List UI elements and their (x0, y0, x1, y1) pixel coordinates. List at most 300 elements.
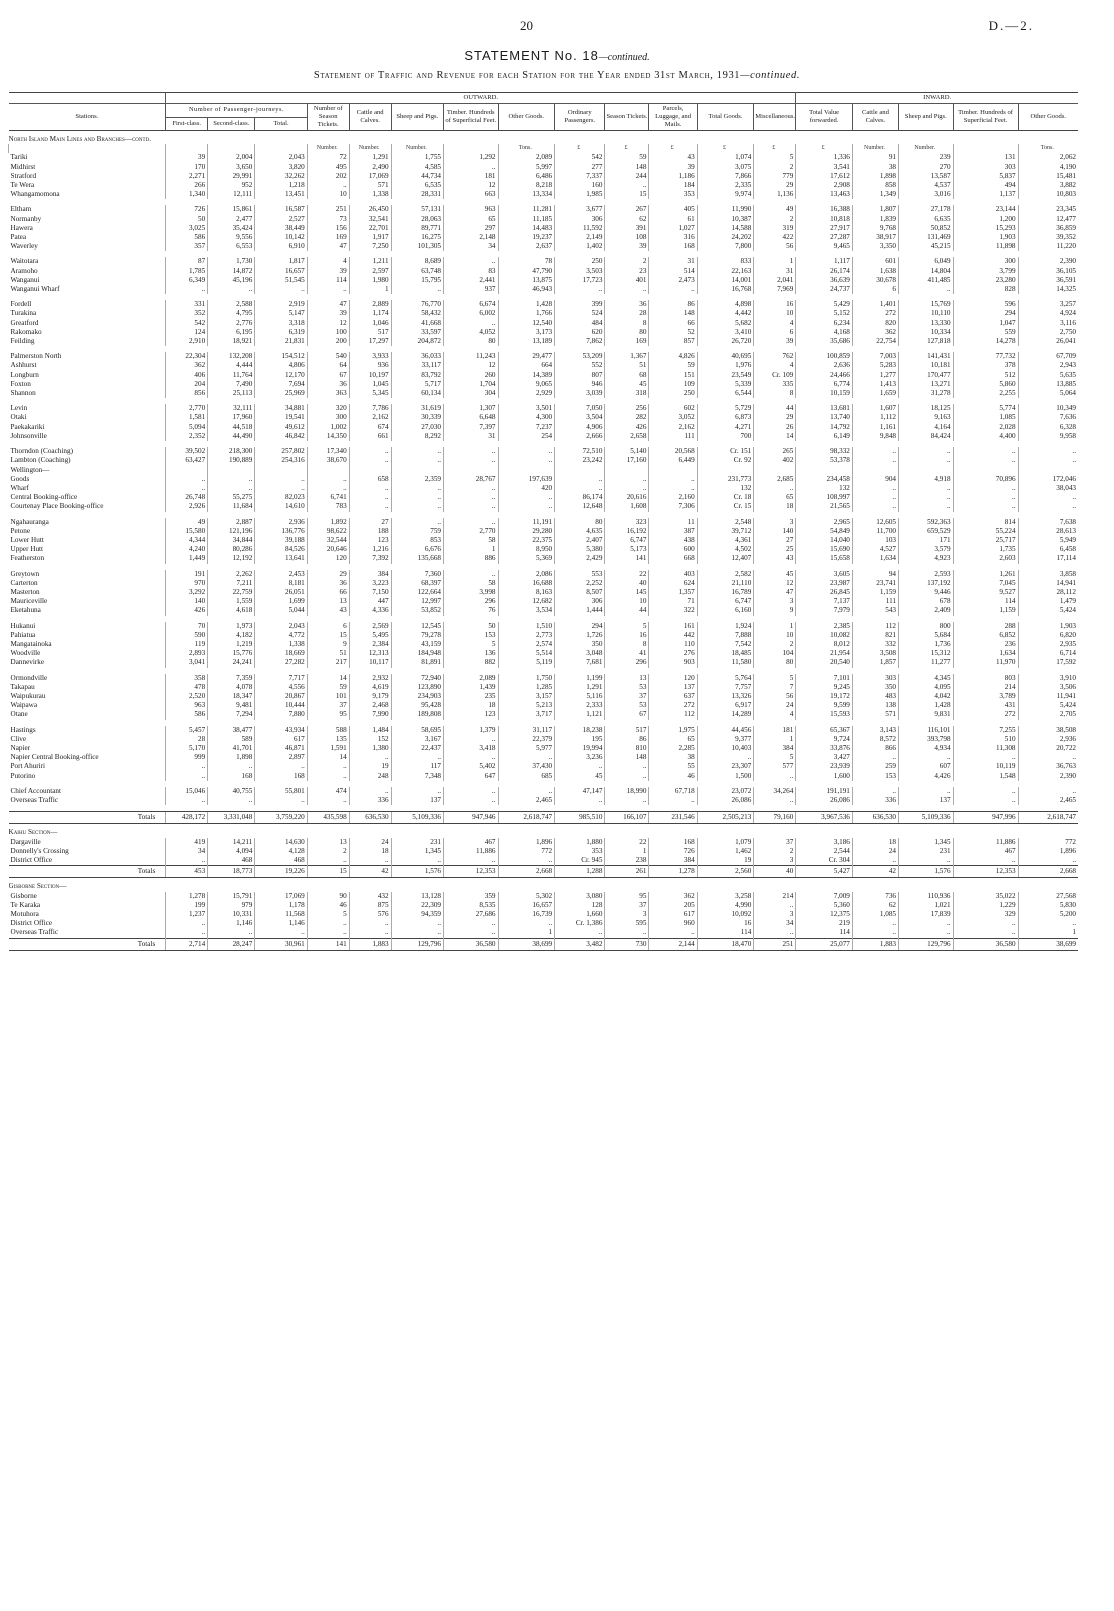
table-cell: .. (444, 796, 499, 805)
table-cell: 28 (605, 309, 649, 318)
table-cell: 1,047 (953, 319, 1018, 328)
table-cell: 11,764 (208, 371, 255, 380)
table-cell: 36 (307, 579, 349, 588)
table-cell: 14,941 (1018, 579, 1078, 588)
table-cell: 101,305 (391, 242, 443, 251)
table-cell: 16,768 (697, 285, 754, 294)
table-cell: 3,482 (555, 938, 605, 950)
table-cell: 18,238 (555, 726, 605, 735)
table-cell: 39 (307, 267, 349, 276)
station-name: Masterton (10, 587, 40, 596)
table-cell: 114 (953, 597, 1018, 606)
table-cell: 8,292 (391, 432, 443, 441)
table-cell: 875 (349, 901, 391, 910)
table-cell: .. (166, 928, 208, 938)
table-cell: 19,994 (555, 744, 605, 753)
table-cell: 18,669 (255, 649, 307, 658)
table-cell: 10,349 (1018, 404, 1078, 413)
table-cell: 23 (605, 267, 649, 276)
station-name: Eketahuna (10, 606, 41, 615)
table-cell: 7,888 (697, 631, 754, 640)
table-cell: 18,125 (899, 404, 954, 413)
table-cell: 1,159 (953, 606, 1018, 615)
table-cell: 32,541 (349, 215, 391, 224)
table-cell: 49,612 (255, 423, 307, 432)
table-cell: 316 (649, 233, 697, 242)
table-cell: 3,039 (555, 389, 605, 398)
table-cell: 12,353 (444, 866, 499, 878)
table-cell: 2,162 (649, 423, 697, 432)
stations-spacer (9, 93, 166, 104)
table-cell: 2 (754, 163, 796, 172)
table-cell: 320 (307, 404, 349, 413)
table-cell: 411,485 (899, 276, 954, 285)
table-cell: 15,481 (1018, 172, 1078, 181)
table-cell: 58,695 (391, 726, 443, 735)
table-cell: .. (444, 447, 499, 456)
table-cell: 4,585 (391, 163, 443, 172)
table-cell: 1,079 (697, 838, 754, 847)
table-cell: 4,042 (899, 692, 954, 701)
table-cell: 336 (349, 796, 391, 805)
table-cell: 13,330 (899, 319, 954, 328)
table-cell: 37 (307, 701, 349, 710)
station-name: Patea (10, 233, 27, 242)
table-cell: 37,430 (498, 762, 555, 771)
table-cell: 762 (754, 352, 796, 361)
table-cell: 20,616 (605, 493, 649, 502)
table-cell: 32,111 (208, 404, 255, 413)
table-cell: 71 (649, 597, 697, 606)
table-cell: 117 (391, 762, 443, 771)
col-timber-out: Timber. Hundreds of Superficial Feet. (444, 104, 499, 131)
table-cell: .. (307, 181, 349, 190)
section-heading: Kaihu Section— (8, 828, 58, 837)
unit-label: £ (796, 144, 853, 153)
table-cell: 1,892 (307, 518, 349, 527)
table-cell: 7,045 (953, 579, 1018, 588)
table-cell: 191 (166, 570, 208, 579)
table-cell: 1,444 (555, 606, 605, 615)
col-timber-in: Timber. Hundreds of Superficial Feet. (953, 104, 1018, 131)
table-cell: 39 (307, 309, 349, 318)
table-cell: 12 (307, 319, 349, 328)
table-cell: 510 (953, 735, 1018, 744)
table-cell: 595 (605, 919, 649, 928)
table-cell: 26,051 (255, 588, 307, 597)
table-cell: 272 (852, 309, 898, 318)
table-cell: 18 (349, 847, 391, 856)
page-number: 20 (520, 18, 533, 33)
table-cell: 319 (754, 224, 796, 233)
table-cell: 4 (754, 319, 796, 328)
table-cell: 1,340 (166, 190, 208, 199)
table-cell: 131,469 (899, 233, 954, 242)
table-cell: 43 (307, 606, 349, 615)
table-cell: 29 (754, 181, 796, 190)
station-name: Feilding (10, 337, 35, 346)
table-cell: 2,770 (166, 404, 208, 413)
table-cell: .. (255, 762, 307, 771)
table-cell: 779 (754, 172, 796, 181)
unit-label: Number. (852, 144, 898, 153)
table-cell: 168 (649, 838, 697, 847)
table-cell: 3,501 (498, 404, 555, 413)
table-cell: 2,574 (498, 640, 555, 649)
table-cell: 2,582 (697, 570, 754, 579)
table-row (9, 432, 1079, 441)
table-cell: 34 (444, 242, 499, 251)
table-cell: 3,427 (796, 753, 853, 762)
table-cell: 391 (605, 224, 649, 233)
table-cell: 22,754 (852, 337, 898, 346)
station-name: Palmerston North (10, 352, 62, 361)
table-cell: 33,597 (391, 328, 443, 337)
table-cell: 11,568 (255, 910, 307, 919)
table-cell: 4,444 (208, 361, 255, 370)
col-first-class: First-class. (166, 117, 208, 131)
table-cell: 46,842 (255, 432, 307, 441)
table-cell: 30,339 (391, 413, 443, 422)
table-cell: 10,092 (697, 910, 754, 919)
table-cell: 16,688 (498, 579, 555, 588)
table-cell: 2,028 (953, 423, 1018, 432)
table-cell: 26,041 (1018, 337, 1078, 346)
table-cell: 5,402 (444, 762, 499, 771)
table-cell: 419 (166, 838, 208, 847)
table-cell: 821 (852, 631, 898, 640)
table-cell: .. (649, 796, 697, 805)
table-cell: 114 (307, 276, 349, 285)
table-cell (697, 466, 754, 475)
table-cell: 38,670 (307, 456, 349, 465)
table-cell: 24,202 (697, 233, 754, 242)
table-cell: 36,763 (1018, 762, 1078, 771)
table-cell: .. (391, 919, 443, 928)
table-cell: 4,806 (255, 361, 307, 370)
table-cell: 28,331 (391, 190, 443, 199)
table-cell (391, 466, 443, 475)
table-cell: 1,027 (649, 224, 697, 233)
table-cell: 37 (605, 692, 649, 701)
table-cell: 260 (444, 371, 499, 380)
table-cell: 6,820 (1018, 631, 1078, 640)
table-row (9, 606, 1079, 615)
table-cell: 5,830 (1018, 901, 1078, 910)
table-cell: 27,287 (796, 233, 853, 242)
units-row (9, 144, 1079, 153)
table-cell: 56 (754, 242, 796, 251)
table-cell: 6,774 (796, 380, 853, 389)
table-cell: .. (754, 928, 796, 938)
table-cell: 6,160 (697, 606, 754, 615)
table-cell: 820 (852, 319, 898, 328)
table-cell: 10,117 (349, 658, 391, 667)
table-cell: .. (307, 796, 349, 805)
table-row (9, 928, 1079, 938)
table-cell: 2,468 (349, 701, 391, 710)
table-cell: 2,705 (1018, 710, 1078, 719)
table-cell: 251 (754, 938, 796, 950)
table-cell: 886 (444, 554, 499, 563)
table-row (9, 233, 1079, 242)
table-cell: .. (555, 796, 605, 805)
table-cell: 296 (605, 658, 649, 667)
table-cell: .. (555, 484, 605, 493)
table-cell: 276 (649, 649, 697, 658)
table-cell: 6,553 (208, 242, 255, 251)
table-cell: 323 (605, 518, 649, 527)
table-cell: 13,875 (498, 276, 555, 285)
table-cell: .. (444, 735, 499, 744)
table-cell: .. (1018, 919, 1078, 928)
table-row (9, 242, 1079, 251)
table-cell: 5,635 (1018, 371, 1078, 380)
table-cell: 42 (349, 866, 391, 878)
table-cell: 18,990 (605, 787, 649, 796)
table-cell: 542 (555, 153, 605, 162)
table-cell: 3,759,220 (255, 812, 307, 824)
table-cell: 22 (605, 570, 649, 579)
table-cell: 148 (605, 753, 649, 762)
table-cell: .. (166, 796, 208, 805)
table-cell: 35,022 (953, 892, 1018, 901)
table-cell: 35,424 (208, 224, 255, 233)
table-cell: 49 (754, 205, 796, 214)
table-cell: 7,717 (255, 674, 307, 683)
table-cell: 6,449 (649, 456, 697, 465)
table-cell: 1,976 (697, 361, 754, 370)
table-cell: 17,069 (255, 892, 307, 901)
table-cell: 43,159 (391, 640, 443, 649)
table-cell: 468 (208, 856, 255, 866)
table-cell: 3,167 (391, 735, 443, 744)
table-cell: 23,345 (1018, 205, 1078, 214)
table-cell: 904 (852, 475, 898, 484)
table-cell: 1 (754, 622, 796, 631)
table-cell: 77,732 (953, 352, 1018, 361)
table-cell: 853 (391, 536, 443, 545)
table-cell: 6,535 (391, 181, 443, 190)
table-cell: 329 (953, 910, 1018, 919)
table-cell: 49 (166, 518, 208, 527)
table-cell: 47,147 (555, 787, 605, 796)
table-cell: .. (899, 787, 954, 796)
table-cell: 2,148 (444, 233, 499, 242)
table-cell: 601 (852, 257, 898, 266)
table-cell: 20,568 (649, 447, 697, 456)
table-cell: 571 (852, 710, 898, 719)
table-cell: 204 (166, 380, 208, 389)
table-cell: 2,887 (208, 518, 255, 527)
table-cell: 35,686 (796, 337, 853, 346)
table-cell: 9,245 (796, 683, 853, 692)
table-cell: 7,009 (796, 892, 853, 901)
table-cell: 963 (166, 701, 208, 710)
table-row (9, 545, 1079, 554)
table-cell: 12,540 (498, 319, 555, 328)
table-cell: 45,196 (208, 276, 255, 285)
table-cell: 6,458 (1018, 545, 1078, 554)
table-body (9, 131, 1079, 951)
table-cell: .. (444, 456, 499, 465)
table-cell: 128 (555, 901, 605, 910)
table-cell: 24 (852, 847, 898, 856)
table-cell: 1,735 (953, 545, 1018, 554)
table-cell: 1,608 (605, 502, 649, 511)
table-cell: 12,605 (852, 518, 898, 527)
table-cell: 3,508 (852, 649, 898, 658)
table-cell: 156 (307, 224, 349, 233)
table-cell: .. (605, 772, 649, 781)
table-cell: 661 (349, 432, 391, 441)
table-cell: 44 (605, 606, 649, 615)
table-cell: 5,997 (498, 163, 555, 172)
table-cell: 6,635 (899, 215, 954, 224)
table-cell (349, 466, 391, 475)
table-cell: 4,906 (555, 423, 605, 432)
table-cell: 12,375 (796, 910, 853, 919)
table-cell: 2,750 (1018, 328, 1078, 337)
table-row (9, 328, 1079, 337)
table-cell: 47 (754, 588, 796, 597)
table-cell: .. (953, 796, 1018, 805)
table-cell: 553 (555, 570, 605, 579)
table-cell: 2,271 (166, 172, 208, 181)
table-cell: 3,041 (166, 658, 208, 667)
table-cell: 2,255 (953, 389, 1018, 398)
unit-label (166, 144, 208, 153)
table-cell: 14,289 (697, 710, 754, 719)
table-cell: 44,490 (208, 432, 255, 441)
table-cell: .. (605, 928, 649, 938)
table-row (9, 640, 1079, 649)
table-cell: 195 (555, 735, 605, 744)
table-cell: 18,773 (208, 866, 255, 878)
table-cell (1018, 466, 1078, 475)
table-cell: 1,600 (796, 772, 853, 781)
table-cell: 22,437 (391, 744, 443, 753)
station-name: Hawera (10, 223, 33, 232)
table-cell: 244 (605, 172, 649, 181)
table-cell: .. (852, 787, 898, 796)
table-cell: 11,898 (953, 242, 1018, 251)
table-cell: 432 (349, 892, 391, 901)
table-cell: 3,717 (498, 710, 555, 719)
table-cell: 420 (498, 484, 555, 493)
table-cell: 234,903 (391, 692, 443, 701)
table-cell: 542 (166, 319, 208, 328)
table-cell: 14,278 (953, 337, 1018, 346)
table-cell: 3,350 (852, 242, 898, 251)
table-cell: 5,369 (498, 554, 555, 563)
table-cell: 1,659 (852, 389, 898, 398)
table-cell: 3,080 (555, 892, 605, 901)
section-heading: Gisborne Section— (8, 882, 67, 891)
table-cell: 7,101 (796, 674, 853, 683)
table-cell: 132 (796, 484, 853, 493)
unit-label: £ (697, 144, 754, 153)
table-cell: 543 (852, 606, 898, 615)
table-cell: .. (649, 928, 697, 938)
table-cell: 10,818 (796, 215, 853, 224)
table-cell: 214 (953, 683, 1018, 692)
table-cell: 960 (649, 919, 697, 928)
table-cell: 36 (307, 380, 349, 389)
table-cell: 2,384 (349, 640, 391, 649)
table-cell: 1,229 (953, 901, 1018, 910)
table-cell: 33,876 (796, 744, 853, 753)
table-cell: 5 (754, 753, 796, 762)
table-cell: 512 (953, 371, 1018, 380)
table-cell: 11,243 (444, 352, 499, 361)
table-cell: 7,636 (1018, 413, 1078, 422)
table-cell: 1 (754, 735, 796, 744)
table-cell: 12,111 (208, 190, 255, 199)
table-cell: 2 (754, 215, 796, 224)
table-cell: 40 (605, 579, 649, 588)
table-cell: 282 (605, 413, 649, 422)
col-season-tickets-revenue: Season Tickets. (605, 104, 649, 131)
table-cell: 2,926 (166, 502, 208, 511)
table-cell: 592,363 (899, 518, 954, 527)
table-cell: 67,718 (649, 787, 697, 796)
table-cell: 2,004 (208, 153, 255, 162)
table-cell: 3,318 (255, 319, 307, 328)
table-row (9, 735, 1079, 744)
table-row (9, 404, 1079, 413)
table-cell: 123 (444, 710, 499, 719)
col-stations: Stations. (75, 113, 99, 120)
table-cell: 1,785 (166, 267, 208, 276)
table-cell: 14 (307, 753, 349, 762)
col-cattle-out: Cattle and Calves. (349, 104, 391, 131)
table-cell: .. (605, 762, 649, 771)
table-cell: 31,117 (498, 726, 555, 735)
station-name: Waipukurau (10, 691, 46, 700)
table-cell: 27,178 (899, 205, 954, 214)
table-cell: .. (1018, 502, 1078, 511)
station-name: Wanganui Wharf (10, 285, 60, 294)
table-cell: .. (208, 475, 255, 484)
table-cell: 7,397 (444, 423, 499, 432)
table-cell: 435,598 (307, 812, 349, 824)
table-cell: 10,082 (796, 631, 853, 640)
table-cell: 331 (166, 300, 208, 309)
table-cell: 124 (166, 328, 208, 337)
table-cell: 1,002 (307, 423, 349, 432)
table-cell: 4,271 (697, 423, 754, 432)
table-row (9, 588, 1079, 597)
table-cell: 2,062 (1018, 153, 1078, 162)
table-cell: 4,128 (255, 847, 307, 856)
col-sheep-in: Sheep and Pigs. (899, 104, 954, 131)
station-name: Te Wera (10, 181, 35, 190)
table-cell: 1,288 (555, 866, 605, 878)
table-cell: 10,110 (899, 309, 954, 318)
table-cell: 52 (649, 328, 697, 337)
table-cell: .. (444, 257, 499, 266)
table-cell: 26,720 (697, 337, 754, 346)
table-cell: 4,619 (349, 683, 391, 692)
table-cell: 596 (953, 300, 1018, 309)
table-cell: 2,089 (498, 153, 555, 162)
table-cell: 1,660 (555, 910, 605, 919)
table-cell: 602 (649, 404, 697, 413)
table-cell: 272 (953, 710, 1018, 719)
table-cell: 19,226 (255, 866, 307, 878)
table-cell: 197,639 (498, 475, 555, 484)
